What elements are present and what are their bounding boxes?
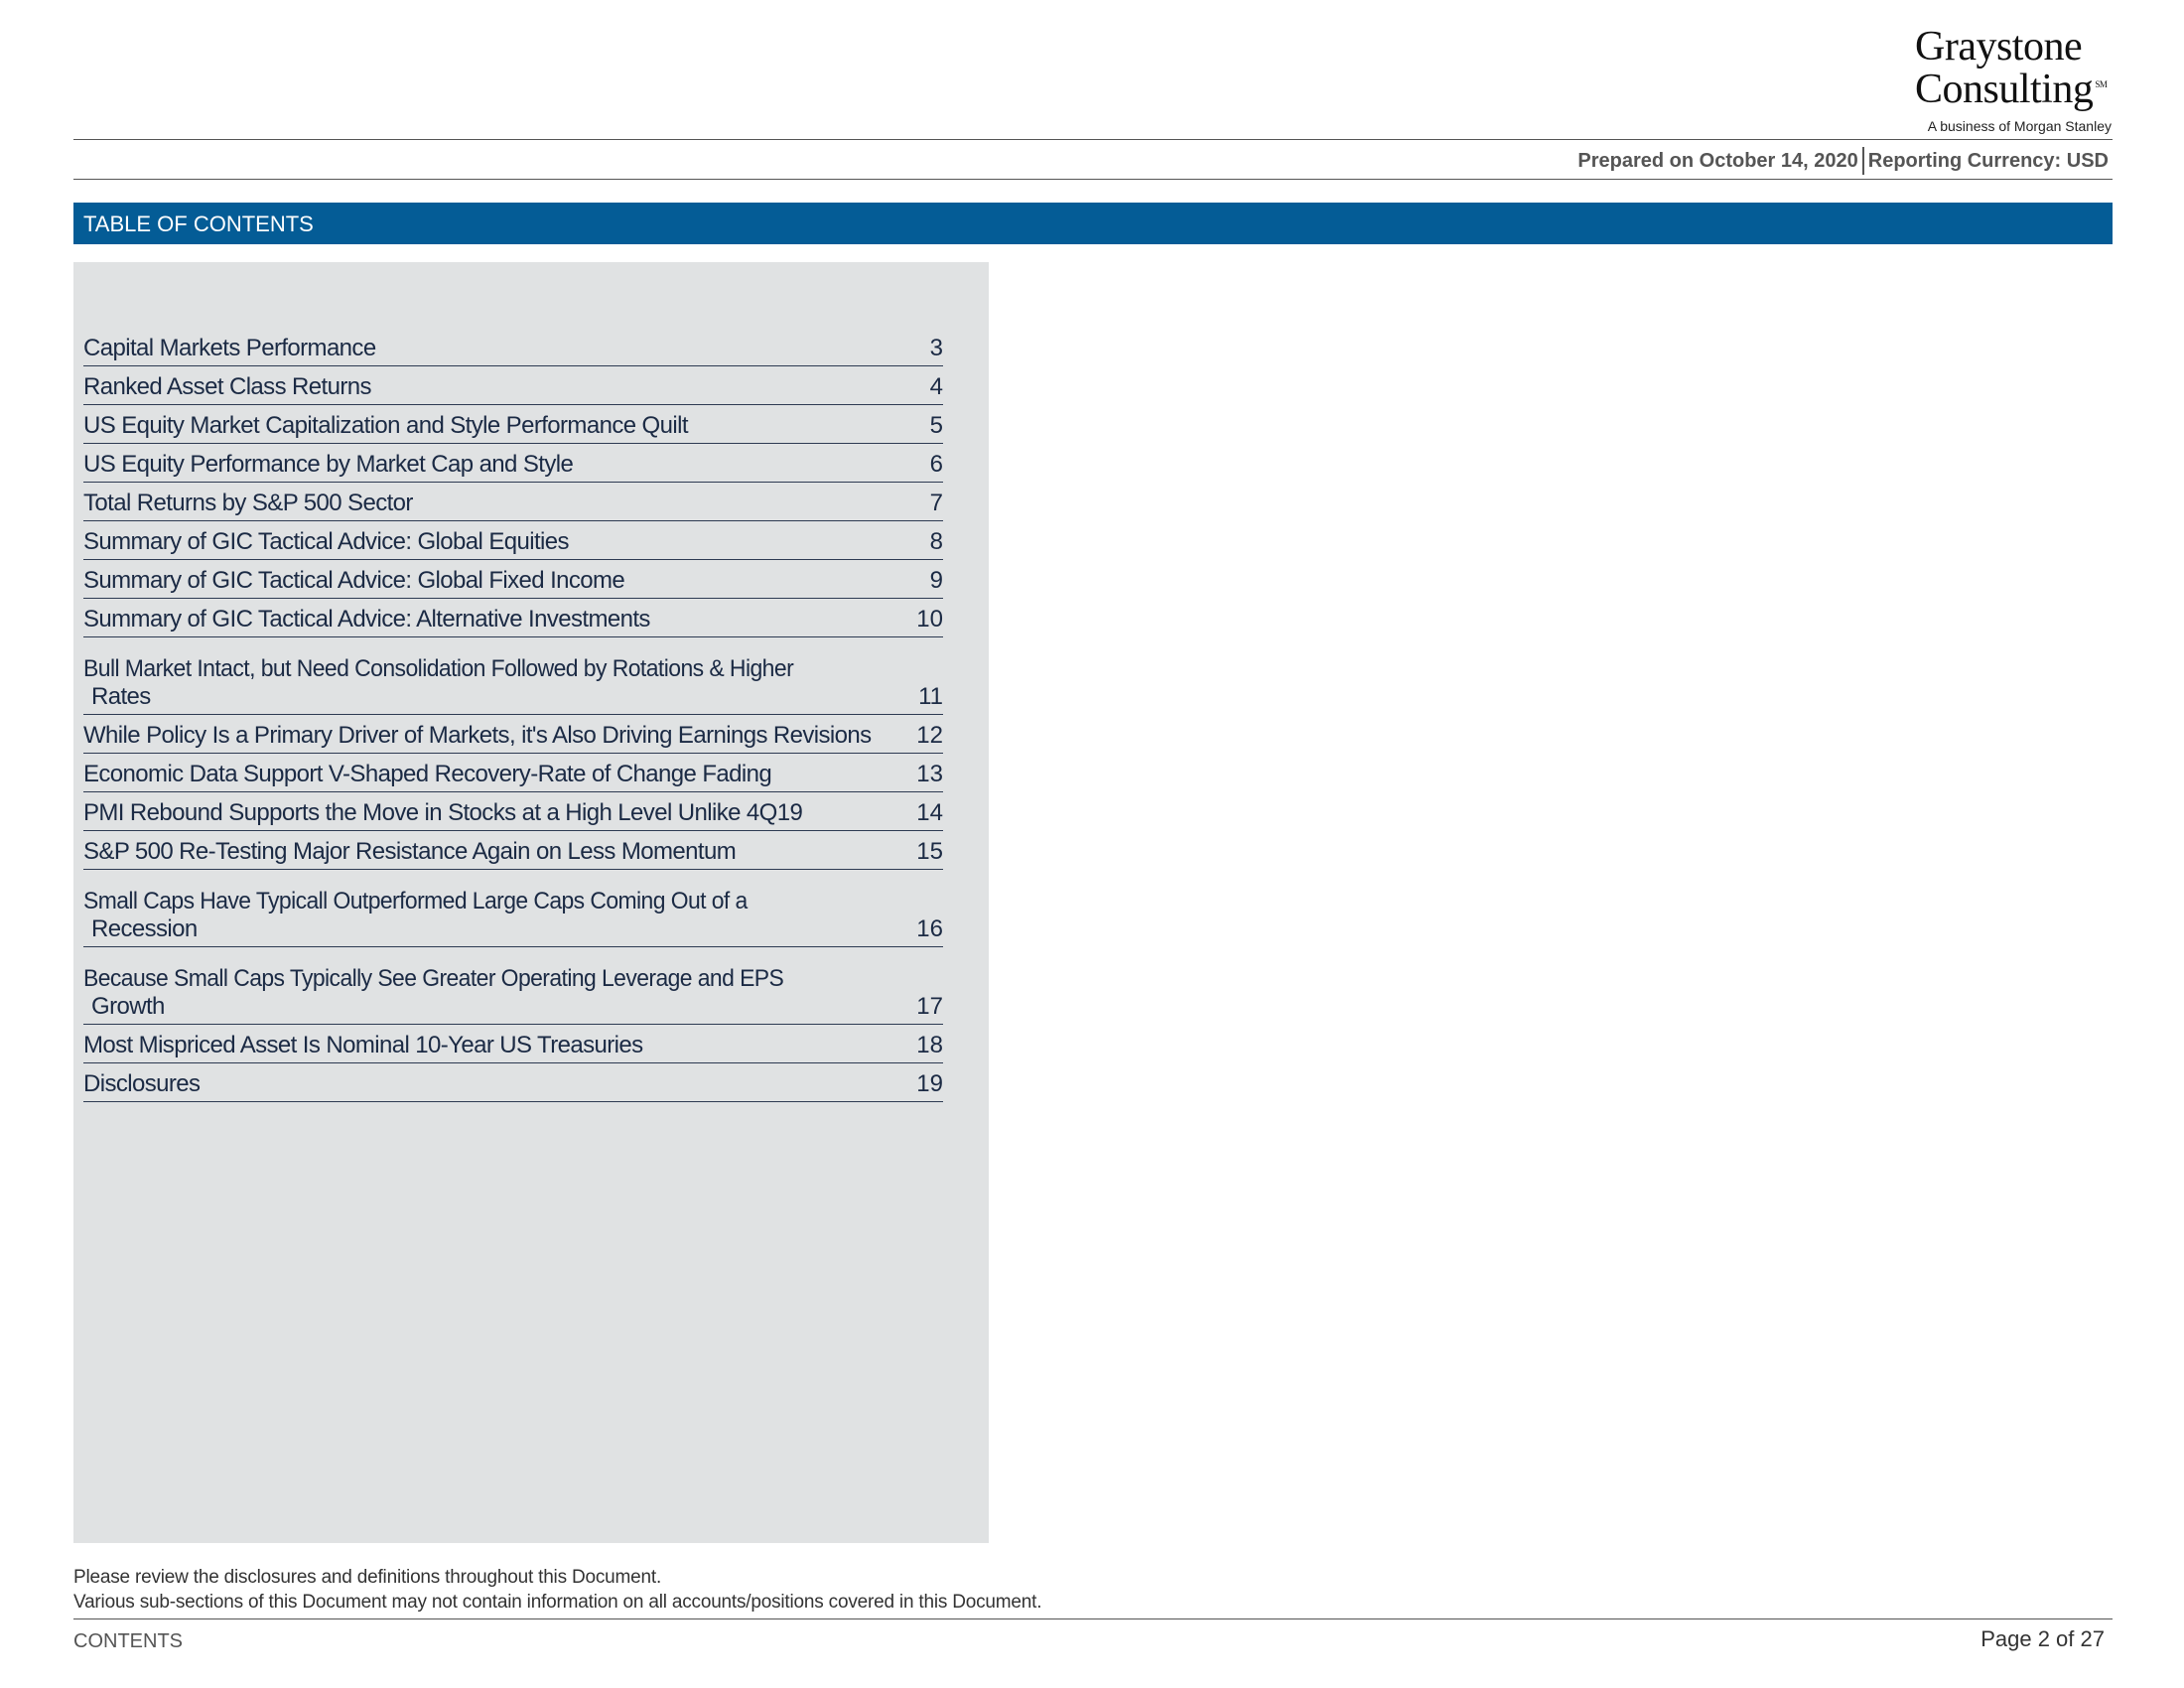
- toc-entry-title: Summary of GIC Tactical Advice: Global Equities: [83, 528, 569, 555]
- toc-panel: [73, 262, 989, 1543]
- toc-entry-continuation: [83, 915, 943, 943]
- note-line-1: Please review the disclosures and definitions throughout this Document.: [73, 1567, 662, 1588]
- note-line-2: Various sub-sections of this Document may not contain information on all accounts/positions covered in this Document.: [73, 1592, 1042, 1613]
- toc-entry-page: 12: [916, 722, 943, 749]
- toc-entry-title: US Equity Performance by Market Cap and Style: [83, 451, 574, 478]
- toc-entry-title: Capital Markets Performance: [83, 335, 376, 361]
- footer-rule: [73, 1618, 2113, 1619]
- toc-entry-page: 15: [916, 838, 943, 865]
- toc-entry-page: 14: [916, 799, 943, 826]
- toc-entry-title: Because Small Caps Typically See Greater Operating Leverage and EPS: [83, 965, 784, 992]
- toc-entry[interactable]: [83, 831, 943, 870]
- toc-entry-title: Most Mispriced Asset Is Nominal 10-Year US Treasuries: [83, 1032, 643, 1058]
- toc-entry-title: Ranked Asset Class Returns: [83, 373, 371, 400]
- header-top-rule: [73, 139, 2113, 140]
- section-title-band: TABLE OF CONTENTS: [73, 203, 2113, 244]
- toc-entry-title: Summary of GIC Tactical Advice: Alternative Investments: [83, 606, 650, 633]
- toc-entry-page: 19: [916, 1070, 943, 1097]
- logo-line-1: Graystone: [1915, 24, 2083, 70]
- toc-entry[interactable]: [83, 366, 943, 405]
- toc-entry-title: Economic Data Support V-Shaped Recovery-Rate of Change Fading: [83, 761, 772, 787]
- toc-entry-title: S&P 500 Re-Testing Major Resistance Again on Less Momentum: [83, 838, 737, 865]
- toc-entry[interactable]: [83, 1025, 943, 1063]
- disclosure-note: [73, 1565, 1041, 1615]
- toc-entry-continuation: [83, 993, 943, 1021]
- toc-entry-page: 17: [916, 993, 943, 1020]
- toc-entry[interactable]: [83, 599, 943, 637]
- meta-separator: [1862, 147, 1864, 175]
- toc-entry-title: Disclosures: [83, 1070, 201, 1097]
- toc-entry-page: 8: [929, 528, 943, 555]
- logo-service-mark: SM: [2095, 79, 2108, 89]
- toc-entry-title: Total Returns by S&P 500 Sector: [83, 490, 413, 516]
- toc-entry-title: While Policy Is a Primary Driver of Markets, it's Also Driving Earnings Revisions: [83, 722, 872, 749]
- toc-entry[interactable]: [83, 754, 943, 792]
- header-bottom-rule: [73, 179, 2113, 180]
- toc-entry[interactable]: [83, 715, 943, 754]
- toc-entry-title-continued: Growth: [91, 993, 165, 1020]
- toc-entry-title: PMI Rebound Supports the Move in Stocks at a High Level Unlike 4Q19: [83, 799, 803, 826]
- footer-page-number: Page 2 of 27: [1980, 1626, 2105, 1651]
- toc-entry-page: 9: [929, 567, 943, 594]
- toc-entry-page: 10: [916, 606, 943, 633]
- footer-section-label: CONTENTS: [73, 1630, 183, 1652]
- logo-line-2-text: Consulting: [1915, 67, 2094, 112]
- toc-entry-title: Small Caps Have Typicall Outperformed Large Caps Coming Out of a: [83, 888, 748, 914]
- toc-entry-page: 6: [929, 451, 943, 478]
- toc-entry[interactable]: [83, 560, 943, 599]
- toc-entry-title-continued: Rates: [91, 683, 151, 710]
- toc-entry-page: 5: [929, 412, 943, 439]
- prepared-date: Prepared on October 14, 2020: [1577, 149, 1858, 172]
- toc-entry[interactable]: [83, 637, 943, 715]
- toc-entry[interactable]: [83, 1063, 943, 1102]
- toc-entry-title-continued: Recession: [91, 915, 198, 942]
- toc-entry-page: 16: [916, 915, 943, 942]
- toc-entry[interactable]: [83, 792, 943, 831]
- report-meta: [1577, 147, 2109, 175]
- toc-entry-title: Summary of GIC Tactical Advice: Global Fixed Income: [83, 567, 625, 594]
- toc-entry-continuation: [83, 683, 943, 711]
- company-logo: [1915, 24, 2114, 134]
- toc-entry-page: 11: [918, 683, 943, 710]
- logo-line-2: [1915, 66, 2114, 112]
- toc-list: [83, 328, 943, 1102]
- toc-entry[interactable]: [83, 483, 943, 521]
- toc-entry-page: 18: [916, 1032, 943, 1058]
- toc-entry-page: 7: [929, 490, 943, 516]
- toc-entry[interactable]: [83, 405, 943, 444]
- toc-entry-title: Bull Market Intact, but Need Consolidation Followed by Rotations & Higher: [83, 655, 794, 682]
- toc-entry[interactable]: [83, 870, 943, 947]
- toc-entry[interactable]: [83, 444, 943, 483]
- toc-entry-page: 4: [929, 373, 943, 400]
- toc-entry[interactable]: [83, 328, 943, 366]
- toc-entry-title: US Equity Market Capitalization and Style Performance Quilt: [83, 412, 688, 439]
- reporting-currency: Reporting Currency: USD: [1867, 149, 2109, 172]
- toc-entry-page: 13: [916, 761, 943, 787]
- toc-entry[interactable]: [83, 947, 943, 1025]
- toc-entry-page: 3: [929, 335, 943, 361]
- logo-subtitle: A business of Morgan Stanley: [1927, 118, 2112, 134]
- toc-entry[interactable]: [83, 521, 943, 560]
